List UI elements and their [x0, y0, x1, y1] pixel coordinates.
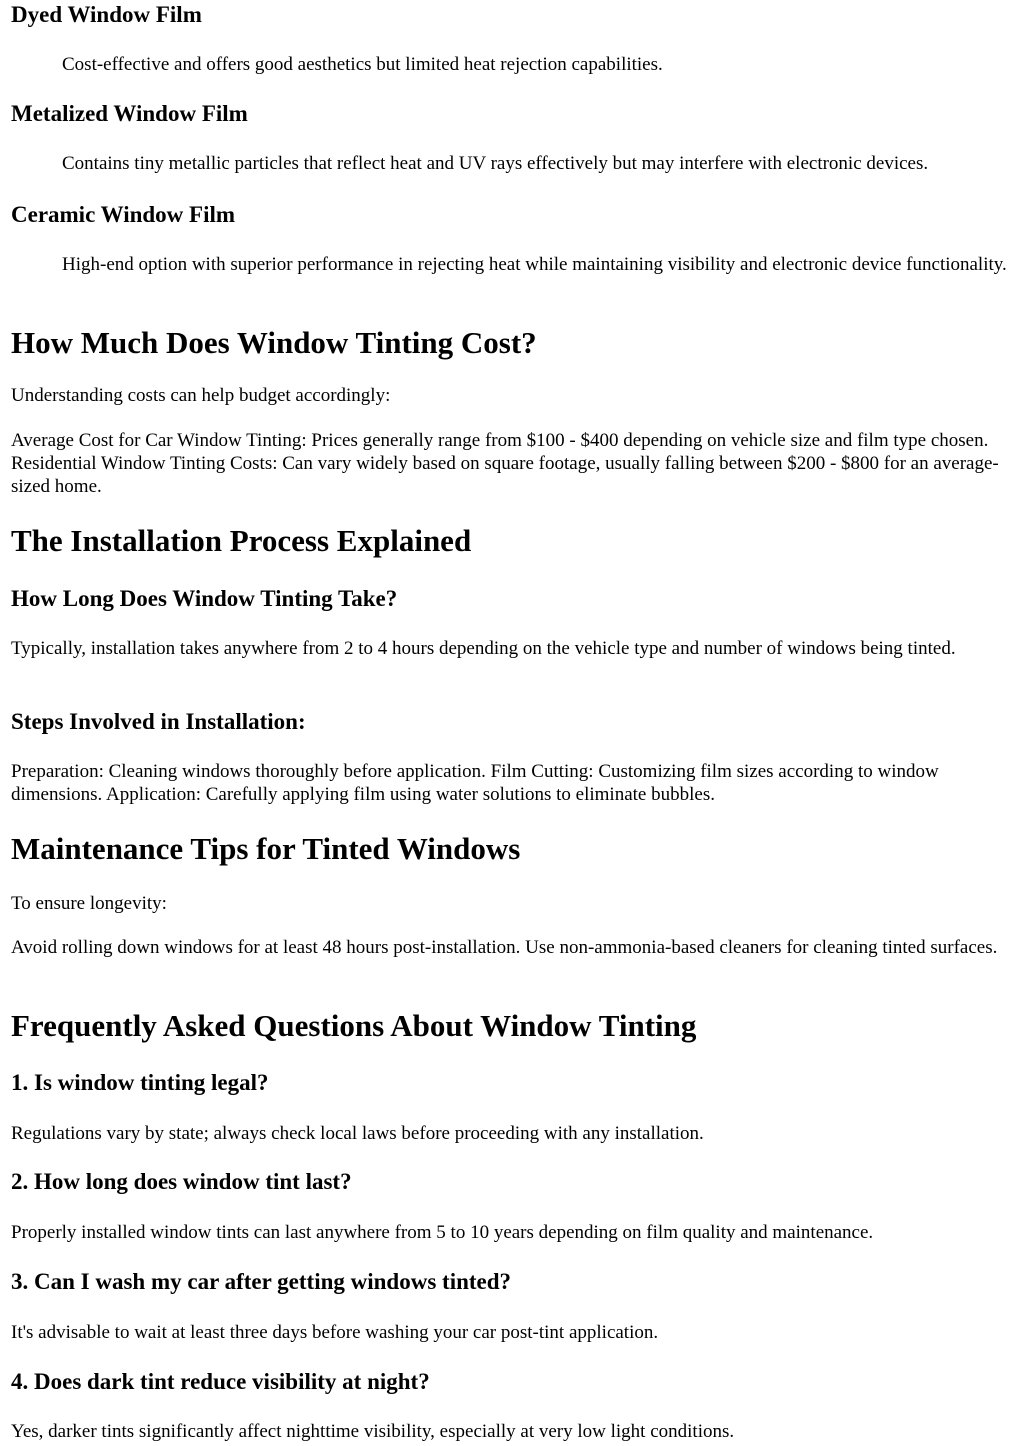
faq-heading: Frequently Asked Questions About Window Tinting [11, 1008, 697, 1043]
faq-answer: Regulations vary by state; always check local laws before proceeding with any installation. [11, 1123, 704, 1144]
installation-duration-text: Typically, installation takes anywhere from 2 to 4 hours depending on the vehicle type and number of windows being tinted. [11, 638, 956, 659]
installation-duration-heading: How Long Does Window Tinting Take? [11, 586, 398, 611]
faq-answer: It's advisable to wait at least three days before washing your car post-tint application. [11, 1322, 659, 1343]
cost-body: Average Cost for Car Window Tinting: Prices generally range from $100 - $400 depending on vehicle size and film type chosen. Residential Window Tinting Costs: Can vary widely based on square footage, usually falling between $200 - $800 for an average-sized home. [11, 430, 999, 497]
maintenance-intro: To ensure longevity: [11, 893, 167, 914]
faq-question: 4. Does dark tint reduce visibility at night? [11, 1369, 430, 1394]
installation-steps-heading: Steps Involved in Installation: [11, 709, 306, 734]
installation-heading: The Installation Process Explained [11, 523, 472, 558]
film-type-title: Ceramic Window Film [11, 202, 236, 227]
film-type-title: Dyed Window Film [11, 2, 202, 27]
faq-question: 3. Can I wash my car after getting windows tinted? [11, 1269, 512, 1294]
film-type-description: Contains tiny metallic particles that reflect heat and UV rays effectively but may interfere with electronic devices. [62, 153, 929, 174]
faq-question: 2. How long does window tint last? [11, 1169, 352, 1194]
maintenance-heading: Maintenance Tips for Tinted Windows [11, 831, 521, 866]
film-type-description: Cost-effective and offers good aesthetics but limited heat rejection capabilities. [62, 54, 663, 75]
faq-question: 1. Is window tinting legal? [11, 1070, 269, 1095]
installation-steps-text: Preparation: Cleaning windows thoroughly before application. Film Cutting: Customizing film sizes according to window dimensions. Application: Carefully applying film using water solutions to eliminate bubbles. [11, 761, 939, 805]
film-type-title: Metalized Window Film [11, 101, 248, 126]
maintenance-body: Avoid rolling down windows for at least 48 hours post-installation. Use non-ammonia-based cleaners for cleaning tinted surfaces. [11, 937, 998, 958]
film-type-description: High-end option with superior performance in rejecting heat while maintaining visibility and electronic device functionality. [62, 254, 1007, 275]
cost-intro: Understanding costs can help budget accordingly: [11, 385, 391, 406]
faq-answer: Properly installed window tints can last anywhere from 5 to 10 years depending on film quality and maintenance. [11, 1222, 874, 1243]
faq-answer: Yes, darker tints significantly affect nighttime visibility, especially at very low light conditions. [11, 1421, 735, 1442]
cost-heading: How Much Does Window Tinting Cost? [11, 325, 537, 360]
